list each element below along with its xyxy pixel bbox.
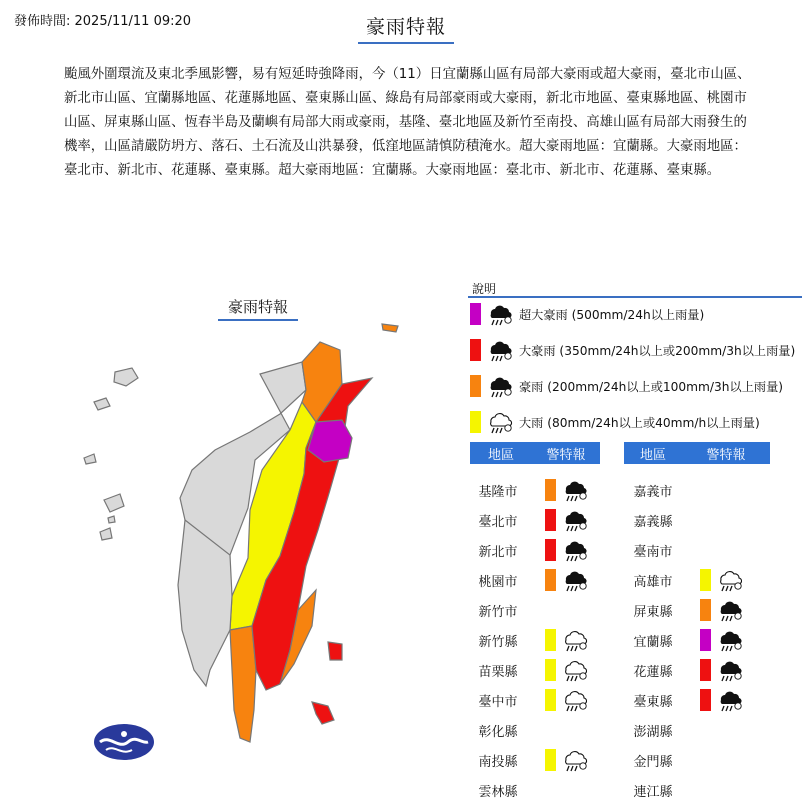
region-name: 高雄市 (633, 574, 673, 590)
warning-level-swatch (700, 599, 711, 621)
extreme-torrential-rain-icon (487, 302, 513, 326)
legend-divider (468, 296, 802, 298)
warning-level-swatch (700, 659, 711, 681)
table-row (620, 507, 686, 533)
region-name: 花蓮縣 (633, 664, 673, 680)
island-northeast (382, 324, 398, 332)
legend-label: 大雨 (80mm/24h以上或40mm/h以上雨量) (519, 415, 760, 430)
warning-level-swatch (545, 569, 556, 591)
warning-level-swatch (545, 749, 556, 771)
extreme-torrential-rain-icon (717, 628, 743, 652)
map-title: 豪雨特報 (218, 296, 298, 321)
heavy-rain-icon (562, 658, 588, 682)
region-name: 雲林縣 (478, 784, 518, 800)
torrential-rain-icon (562, 508, 588, 532)
legend-swatch (470, 375, 481, 397)
taiwan-warning-map (80, 310, 460, 770)
table-row (620, 747, 686, 773)
header-region: 地區 (639, 447, 666, 463)
table-header-left (470, 442, 600, 464)
heavy-torrential-rain-icon (562, 568, 588, 592)
warning-level-swatch (545, 629, 556, 651)
legend-title: 說明 (472, 282, 497, 296)
region-name: 金門縣 (633, 754, 673, 770)
warning-level-swatch (700, 569, 711, 591)
heavy-torrential-rain-icon (717, 598, 743, 622)
region-name: 連江縣 (633, 784, 673, 800)
bulletin-text: 颱風外圍環流及東北季風影響，易有短延時強降雨，今（11）日宜蘭縣山區有局部大豪雨或超大豪雨，臺北市山區、新北市山區、宜蘭縣地區、花蓮縣地區、臺東縣山區、綠島有局部豪雨或大豪雨，新北市地區、臺東縣地區、桃園市山區、屏東縣山區、恆春半島及蘭嶼有局部大雨或豪雨，基隆、臺北地區及新竹至南投、高雄山區有局部大雨發生的機率，山區請嚴防坍方、落石、土石流及山洪暴發，低窪地區請慎防積淹水。超大豪雨地區：宜蘭縣。大豪雨地區：臺北市、新北市、花蓮縣、臺東縣。超大豪雨地區：宜蘭縣。大豪雨地區：臺北市、新北市、花蓮縣、臺東縣。 (64, 67, 751, 178)
legend-label: 豪雨 (200mm/24h以上或100mm/3h以上雨量) (519, 379, 784, 394)
header-warning: 警特報 (706, 447, 746, 463)
region-name: 臺東縣 (633, 694, 673, 710)
table-row (620, 477, 686, 503)
table-row (620, 657, 743, 683)
table-row (465, 747, 588, 773)
region-name: 澎湖縣 (633, 724, 673, 740)
region-name: 屏東縣 (633, 604, 673, 620)
region-name: 嘉義市 (633, 484, 673, 500)
table-row (465, 687, 588, 713)
legend-label: 超大豪雨 (500mm/24h以上雨量) (519, 307, 705, 322)
table-row (620, 777, 686, 803)
torrential-rain-icon (562, 538, 588, 562)
region-name: 臺南市 (633, 544, 673, 560)
table-row (465, 717, 531, 743)
warning-level-swatch (545, 509, 556, 531)
heavy-rain-icon (562, 688, 588, 712)
warning-level-swatch (700, 689, 711, 711)
region-name: 臺北市 (478, 514, 518, 530)
table-row (465, 657, 588, 683)
table-row (465, 477, 588, 503)
table-row (465, 627, 588, 653)
region-name: 南投縣 (478, 754, 518, 770)
table-row (465, 597, 531, 623)
table-row (465, 777, 531, 803)
heavy-torrential-rain-icon (562, 478, 588, 502)
heavy-rain-icon (562, 628, 588, 652)
issued-time: 發佈時間: 2025/11/11 09:20 (14, 14, 192, 29)
warning-level-swatch (545, 659, 556, 681)
legend-item (470, 336, 795, 364)
offshore-islands (84, 368, 138, 540)
legend-swatch (470, 339, 481, 361)
heavy-rain-icon (717, 568, 743, 592)
legend-label: 大豪雨 (350mm/24h以上或200mm/3h以上雨量) (519, 343, 796, 358)
region-name: 彰化縣 (478, 724, 518, 740)
legend-item (470, 408, 760, 436)
table-row (465, 567, 588, 593)
cwa-logo (94, 724, 154, 760)
legend-swatch (470, 411, 481, 433)
table-row (465, 507, 588, 533)
heavy-rain-icon (487, 410, 513, 434)
table-header-right (624, 442, 770, 464)
island-orchid (312, 702, 334, 724)
table-row (620, 627, 743, 653)
island-green (328, 642, 342, 660)
region-orange-south (230, 626, 256, 742)
region-name: 新竹縣 (478, 634, 518, 650)
page-title: 豪雨特報 (358, 12, 454, 44)
table-row (620, 567, 743, 593)
warning-level-swatch (545, 689, 556, 711)
region-name: 新竹市 (478, 604, 518, 620)
region-name: 宜蘭縣 (633, 634, 673, 650)
torrential-rain-icon (487, 338, 513, 362)
region-name: 基隆市 (478, 484, 518, 500)
legend-swatch (470, 303, 481, 325)
table-row (620, 597, 743, 623)
heavy-rain-icon (562, 748, 588, 772)
region-name: 新北市 (478, 544, 518, 560)
table-row (620, 687, 743, 713)
heavy-torrential-rain-icon (487, 374, 513, 398)
region-name: 桃園市 (478, 574, 518, 590)
warning-level-swatch (545, 479, 556, 501)
table-row (620, 537, 686, 563)
region-name: 臺中市 (478, 694, 518, 710)
warning-level-swatch (545, 539, 556, 561)
legend-item (470, 300, 704, 328)
region-name: 苗栗縣 (478, 664, 518, 680)
warning-level-swatch (700, 629, 711, 651)
legend-item (470, 372, 783, 400)
header-warning: 警特報 (546, 447, 586, 463)
table-row (465, 537, 588, 563)
torrential-rain-icon (717, 658, 743, 682)
table-row (620, 717, 686, 743)
region-name: 嘉義縣 (633, 514, 673, 530)
torrential-rain-icon (717, 688, 743, 712)
header-region: 地區 (487, 447, 514, 463)
